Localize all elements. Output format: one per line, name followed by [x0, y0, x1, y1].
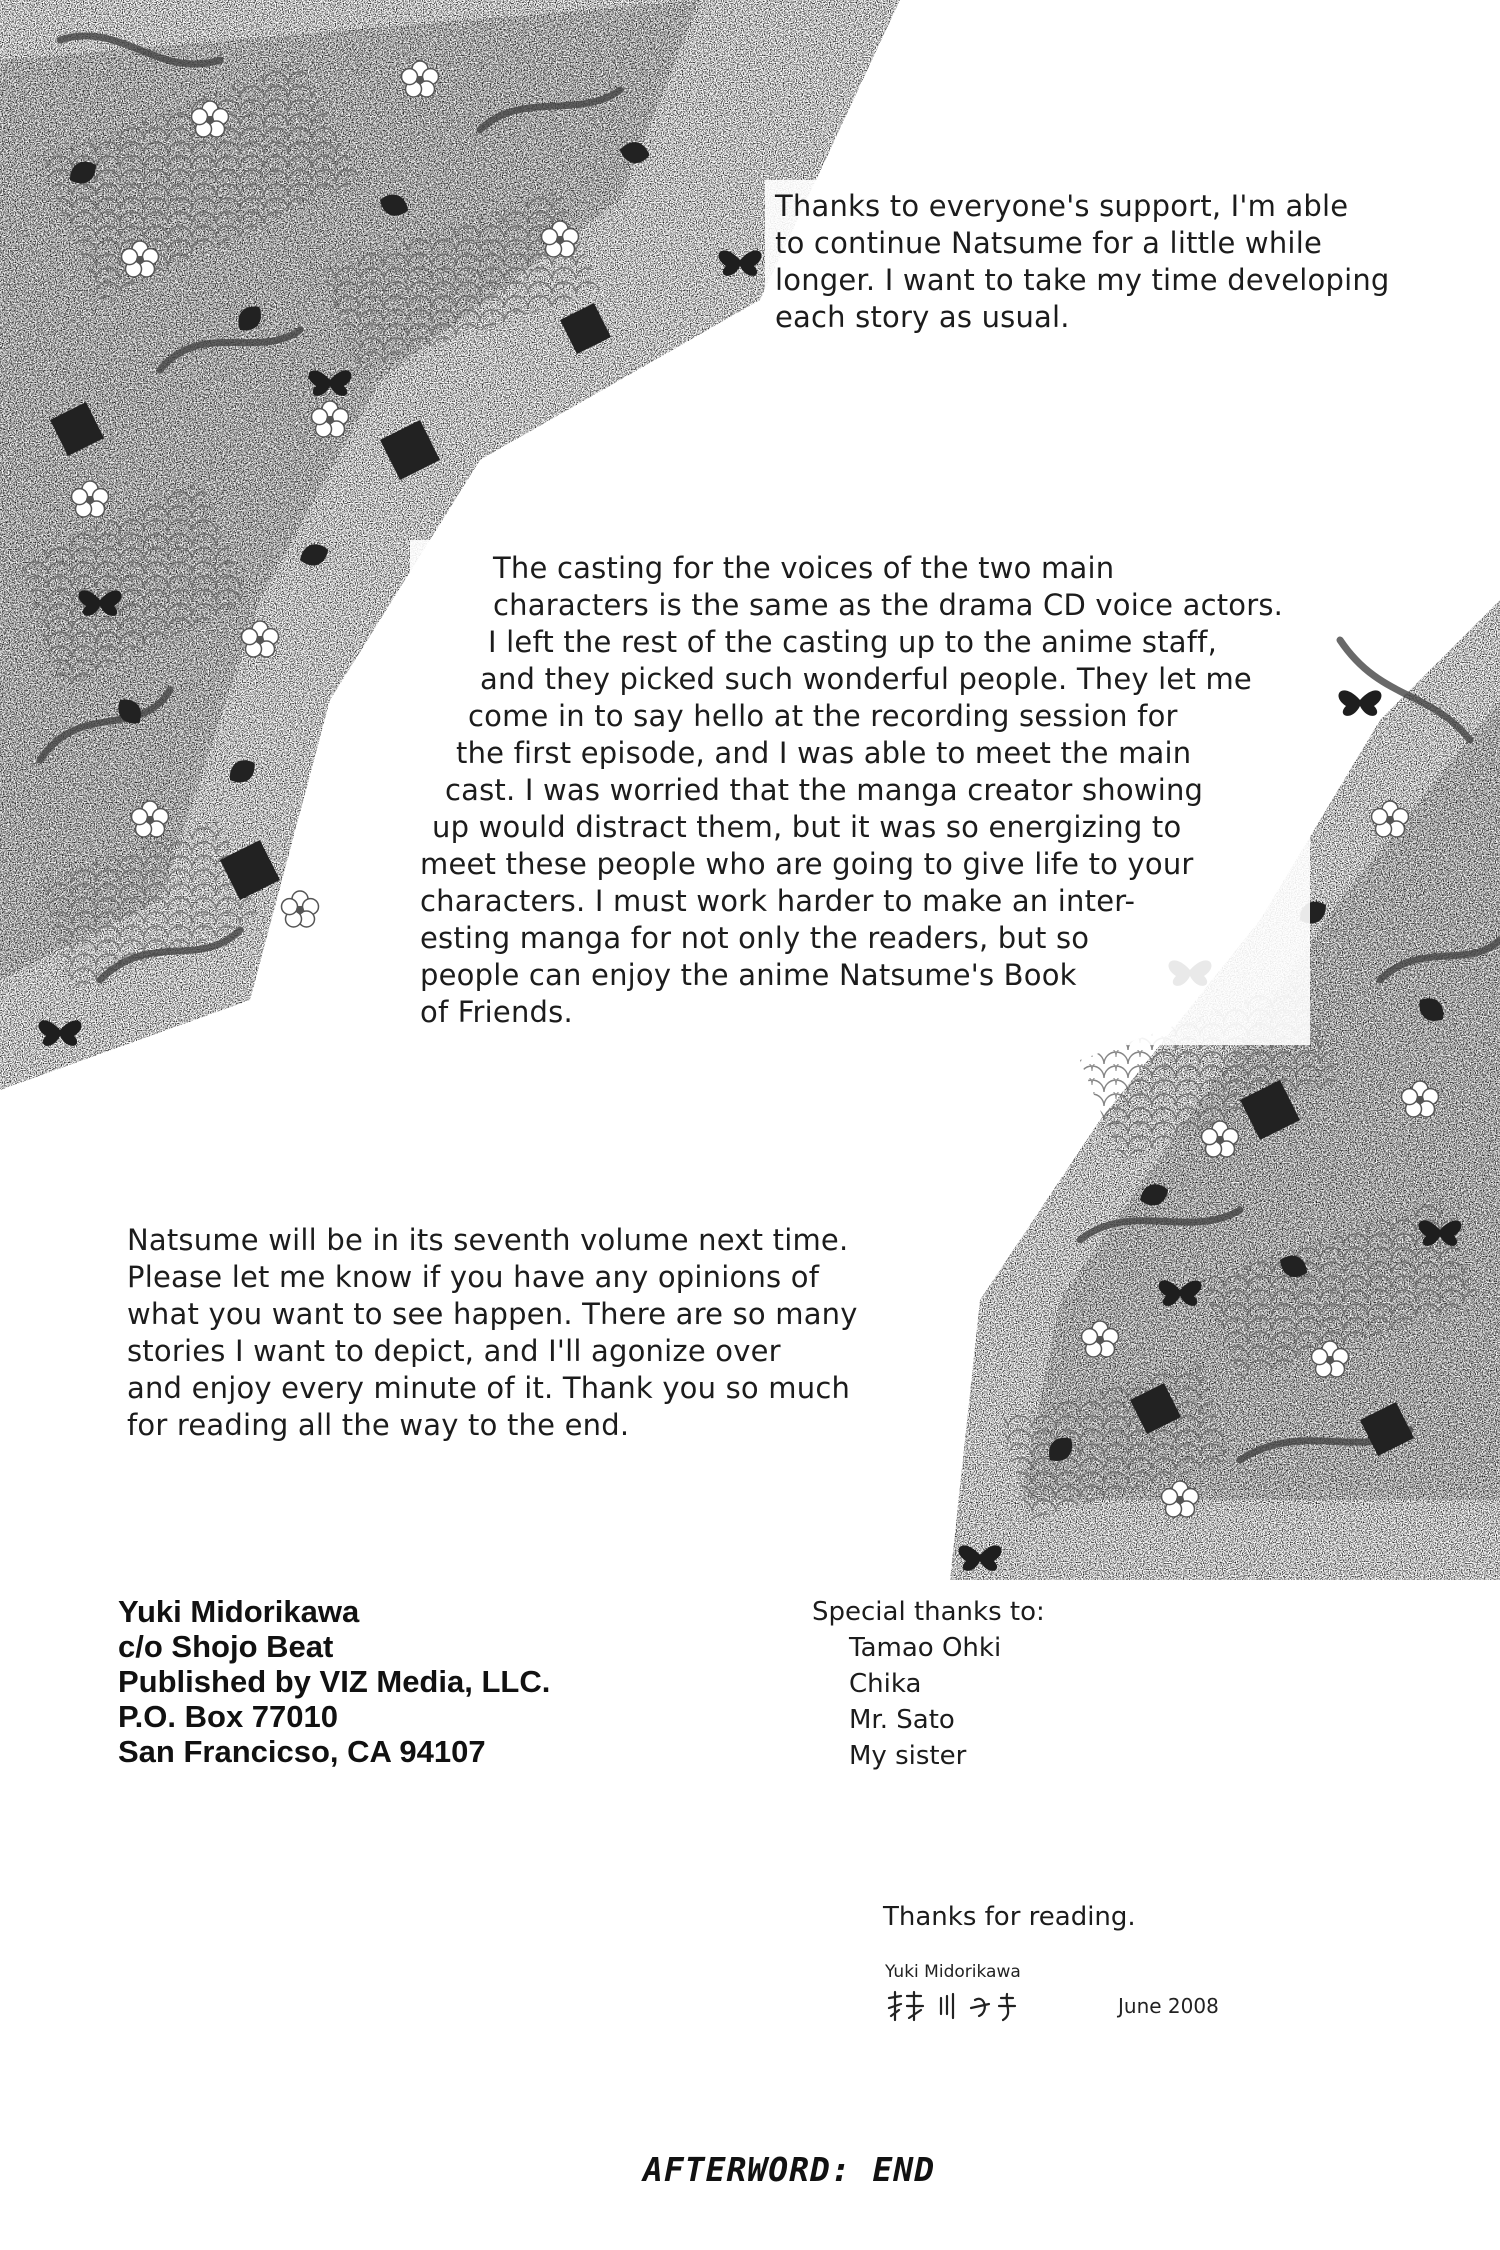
mailing-address: [118, 1594, 550, 1769]
handwritten-signature: [885, 1990, 1035, 2024]
text-line: to continue Natsume for a little while: [775, 226, 1322, 260]
text-line: characters. I must work harder to make an inter-: [420, 884, 1136, 918]
text-line: meet these people who are going to give life to your: [420, 847, 1194, 881]
text-line: for reading all the way to the end.: [127, 1408, 630, 1442]
special-thanks: [812, 1594, 1045, 1774]
text-line: Natsume will be in its seventh volume next time.: [127, 1223, 849, 1257]
text-line: esting manga for not only the readers, but so: [420, 921, 1090, 955]
text-line: Thanks to everyone's support, I'm able: [775, 189, 1349, 223]
text-line: of Friends.: [420, 995, 573, 1029]
text-line: each story as usual.: [775, 300, 1070, 334]
text-line: I left the rest of the casting up to the anime staff,: [488, 625, 1217, 659]
thanks-for-reading: Thanks for reading.: [883, 1902, 1136, 1932]
list-item: Mr. Sato: [849, 1705, 955, 1735]
address-line: Published by VIZ Media, LLC.: [118, 1664, 551, 1699]
text-line: come in to say hello at the recording session for: [468, 699, 1178, 733]
text-line: and they picked such wonderful people. They let me: [480, 662, 1252, 696]
text-line: people can enjoy the anime Natsume's Book: [420, 958, 1077, 992]
list-item: Chika: [849, 1669, 922, 1699]
text-line: Please let me know if you have any opinions of: [127, 1260, 820, 1294]
afterword-paragraph-1: [775, 188, 1390, 336]
signature-name: Yuki Midorikawa: [885, 1962, 1021, 1982]
afterword-end-title: AFTERWORD: END: [643, 2150, 936, 2189]
address-line: P.O. Box 77010: [118, 1699, 339, 1734]
text-line: cast. I was worried that the manga creator showing: [445, 773, 1204, 807]
special-thanks-list: [812, 1630, 1045, 1774]
address-line: San Francicso, CA 94107: [118, 1734, 486, 1769]
afterword-paragraph-2: [420, 550, 1283, 1031]
address-line: c/o Shojo Beat: [118, 1629, 334, 1664]
text-line: the first episode, and I was able to meet the main: [456, 736, 1192, 770]
afterword-paragraph-3: [127, 1222, 858, 1444]
special-thanks-heading: Special thanks to:: [812, 1597, 1045, 1627]
text-line: what you want to see happen. There are so many: [127, 1297, 858, 1331]
signature-date: June 2008: [1118, 1994, 1219, 2018]
list-item: My sister: [849, 1741, 967, 1771]
text-line: longer. I want to take my time developing: [775, 263, 1390, 297]
address-line: Yuki Midorikawa: [118, 1594, 360, 1629]
list-item: Tamao Ohki: [849, 1633, 1002, 1663]
text-line: characters is the same as the drama CD voice actors.: [493, 588, 1284, 622]
text-line: The casting for the voices of the two main: [493, 551, 1115, 585]
text-line: stories I want to depict, and I'll agonize over: [127, 1334, 781, 1368]
text-line: up would distract them, but it was so energizing to: [432, 810, 1182, 844]
text-line: and enjoy every minute of it. Thank you so much: [127, 1371, 851, 1405]
